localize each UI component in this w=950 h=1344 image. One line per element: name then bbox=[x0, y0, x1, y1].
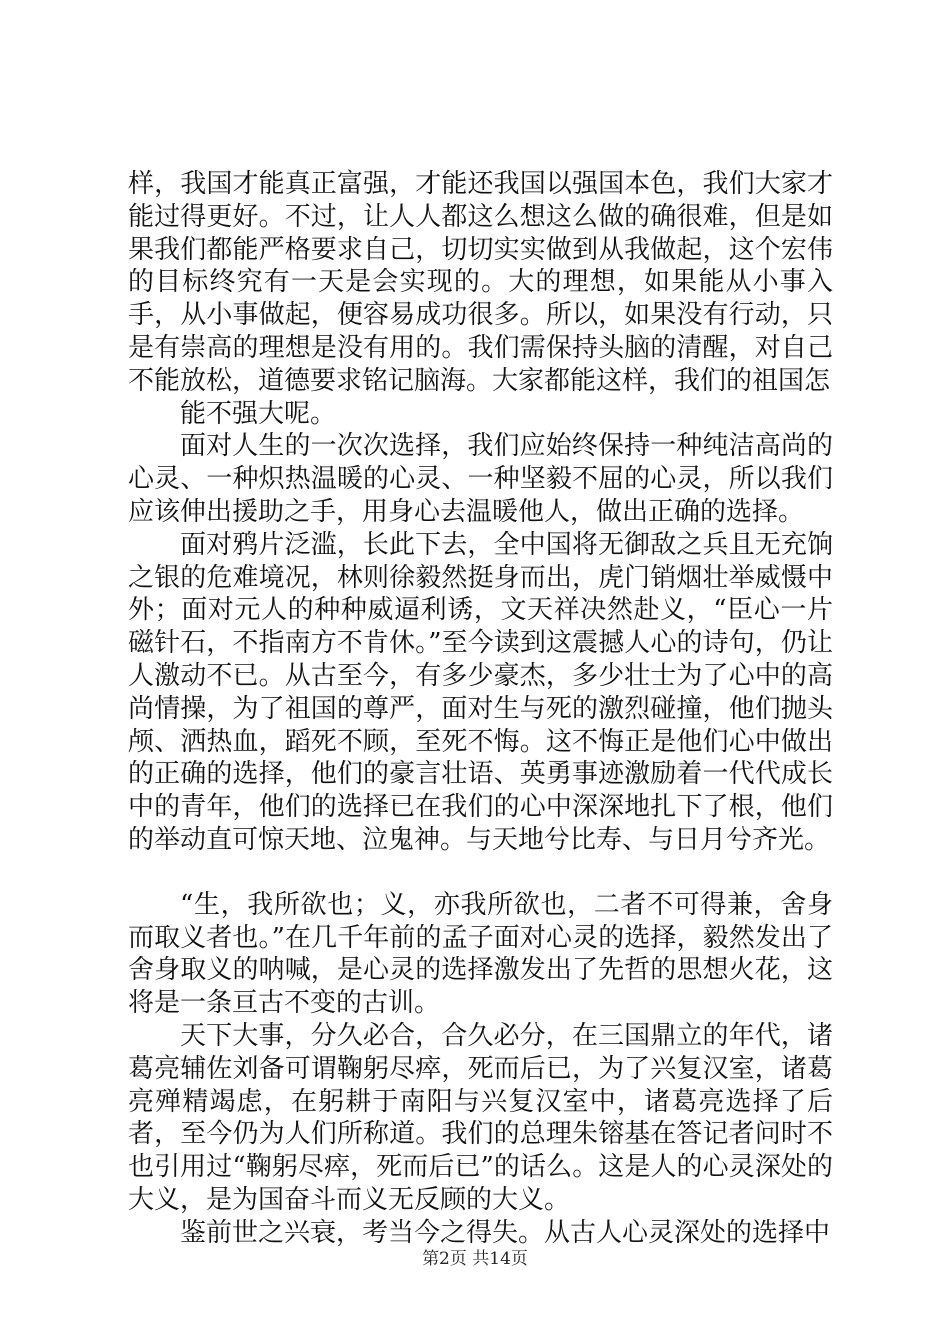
paragraph-1: 样，我国才能真正富强，才能还我国以强国本色，我们大家才能过得更好。不过，让人人都这么想这么做的确很难，但是如果我们都能严格要求自己，切切实实做到从我做起，这个宏伟的目标终究有一天是会实现的。大的理想，如果能从小事入手，从小事做起，便容易成功很多。所以，如果没有行动，只是有崇高的理想是没有用的。我们需保持头脑的清醒，对自己不能放松，道德要求铭记脑海。大家都能这样，我们的祖国怎 bbox=[128, 169, 833, 396]
paragraph-6: 天下大事，分久必合，合久必分，在三国鼎立的年代，诸葛亮辅佐刘备可谓鞠躬尽瘁，死而后已，为了兴复汉室，诸葛亮殚精竭虑，在躬耕于南阳与兴复汉室中，诸葛亮选择了后者，至今仍为人们所称道。我们的总理朱镕基在答记者问时不也引用过“鞠躬尽瘁，死而后已”的话么。这是人的心灵深处的大义，是为国奋斗而义无反顾的大义。 bbox=[128, 1020, 833, 1215]
paragraph-7: 鉴前世之兴衰，考当今之得失。从古人心灵深处的选择中 bbox=[180, 1217, 831, 1248]
page-number-footer: 第2页 共14页 bbox=[422, 1249, 528, 1269]
paragraph-spacer bbox=[128, 857, 833, 889]
paragraph-4: 面对鸦片泛滥，长此下去，全中国将无御敌之兵且无充饷之银的危难境况，林则徐毅然挺身而出，虎门销烟壮举威慑中外；面对元人的种种威逼利诱，文天祥决然赴义，“臣心一片磁针石，不指南方不肯休。”至今读到这震撼人心的诗句，仍让人激动不已。从古至今，有多少豪杰，多少壮士为了心中的高尚情操，为了祖国的尊严，面对生与死的激烈碰撞，他们抛头颅、洒热血，蹈死不顾，至死不悔。这不悔正是他们心中做出的正确的选择，他们的豪言壮语、英勇事迹激励着一代代成长中的青年，他们的选择已在我们的心中深深地扎下了根，他们的举动直可惊天地、泣鬼神。与天地兮比寿、与日月兮齐光。 bbox=[128, 529, 833, 855]
paragraph-5: “生，我所欲也；义，亦我所欲也，二者不可得兼，舍身而取义者也。”在几千年前的孟子面对心灵的选择，毅然发出了舍身取义的呐喊，是心灵的选择激发出了先哲的思想火花，这将是一条亘古不变的古训。 bbox=[128, 889, 833, 1019]
paragraph-3: 面对人生的一次次选择，我们应始终保持一种纯洁高尚的心灵、一种炽热温暖的心灵、一种坚毅不屈的心灵，所以我们应该伸出援助之手，用身心去温暖他人，做出正确的选择。 bbox=[128, 431, 833, 527]
paragraph-2: 能不强大呢。 bbox=[180, 398, 337, 429]
document-body bbox=[128, 168, 833, 1250]
